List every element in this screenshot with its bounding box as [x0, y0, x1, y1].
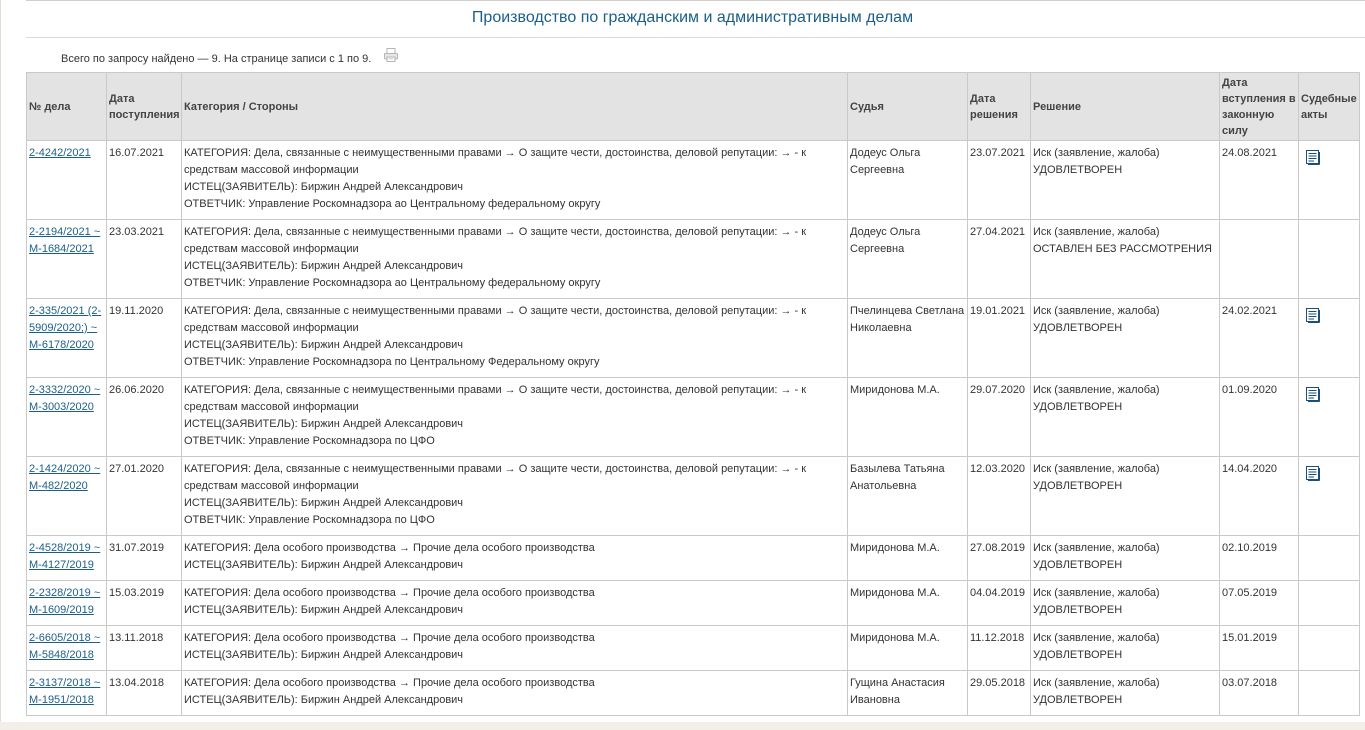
court-acts-cell: [1299, 220, 1360, 299]
received-date: 31.07.2019: [109, 542, 165, 554]
decision-date-cell: [968, 581, 1031, 626]
received-date: 23.03.2021: [109, 226, 165, 238]
table-row: [27, 220, 1360, 299]
print-icon[interactable]: [383, 47, 399, 63]
court-acts-cell: [1299, 536, 1360, 581]
received-date: 26.06.2020: [109, 384, 165, 396]
received-date: 19.11.2020: [109, 305, 164, 317]
received-date: 27.01.2020: [109, 463, 165, 475]
decision-text: Иск (заявление, жалоба) УДОВЛЕТВОРЕН: [1033, 305, 1160, 334]
received-date-cell: [107, 457, 182, 536]
decision-date-cell: [968, 299, 1031, 378]
court-acts-cell: [1299, 671, 1360, 716]
judge-cell: [848, 378, 968, 457]
category-text: КАТЕГОРИЯ: Дела, связанные с неимущественными правами → О защите чести, достоинства, деловой репутации: → - к средствам массовой информации: [184, 463, 807, 492]
judge-cell: [848, 671, 968, 716]
effective-date: 14.04.2020: [1222, 463, 1278, 475]
party-text: ОТВЕТЧИК: Управление Роскомнадзора ао Центральному федеральному округу: [184, 198, 601, 210]
cases-table: [26, 72, 1360, 716]
case-number-link[interactable]: 2-2328/2019 ~ М-1609/2019: [29, 587, 101, 616]
party-text: ИСТЕЦ(ЗАЯВИТЕЛЬ): Биржин Андрей Александрович: [184, 604, 464, 616]
table-row: [27, 141, 1360, 220]
column-header-judge[interactable]: Судья: [848, 73, 968, 141]
effective-date-cell: [1220, 299, 1299, 378]
decision-cell: [1031, 457, 1220, 536]
case-number-link[interactable]: 2-3332/2020 ~ М-3003/2020: [29, 384, 101, 413]
court-acts-cell: [1299, 141, 1360, 220]
decision-date: 27.04.2021: [970, 226, 1026, 238]
decision-cell: [1031, 141, 1220, 220]
judge-name: Миридонова М.А.: [850, 587, 940, 599]
party-text: ИСТЕЦ(ЗАЯВИТЕЛЬ): Биржин Андрей Александрович: [184, 339, 464, 351]
effective-date-cell: [1220, 671, 1299, 716]
decision-date-cell: [968, 220, 1031, 299]
judge-cell: [848, 581, 968, 626]
decision-cell: [1031, 220, 1220, 299]
decision-date-cell: [968, 378, 1031, 457]
decision-cell: [1031, 626, 1220, 671]
effective-date-cell: [1220, 536, 1299, 581]
received-date-cell: [107, 581, 182, 626]
case-number-cell: [27, 457, 107, 536]
decision-text: Иск (заявление, жалоба) УДОВЛЕТВОРЕН: [1033, 147, 1160, 176]
received-date: 13.11.2018: [109, 632, 164, 644]
judge-cell: [848, 299, 968, 378]
table-row: [27, 536, 1360, 581]
category-parties-cell: [182, 626, 848, 671]
decision-date-cell: [968, 141, 1031, 220]
decision-date: 23.07.2021: [970, 147, 1026, 159]
case-number-link[interactable]: 2-4528/2019 ~ М-4127/2019: [29, 542, 101, 571]
judge-cell: [848, 141, 968, 220]
category-parties-cell: [182, 220, 848, 299]
received-date-cell: [107, 378, 182, 457]
column-header-case-number[interactable]: № дела: [27, 73, 107, 141]
category-text: КАТЕГОРИЯ: Дела, связанные с неимущественными правами → О защите чести, достоинства, деловой репутации: → - к средствам массовой информации: [184, 384, 807, 413]
received-date: 16.07.2021: [109, 147, 165, 159]
court-acts-cell: [1299, 299, 1360, 378]
decision-text: Иск (заявление, жалоба) УДОВЛЕТВОРЕН: [1033, 463, 1160, 492]
table-row: [27, 457, 1360, 536]
table-row: [27, 581, 1360, 626]
case-number-cell: [27, 626, 107, 671]
top-divider: [26, 0, 1365, 1]
column-header-effective-date[interactable]: Дата вступления в законную силу: [1220, 73, 1299, 141]
case-number-cell: [27, 378, 107, 457]
judge-name: Пчелинцева Светлана Николаевна: [850, 305, 965, 334]
category-parties-cell: [182, 581, 848, 626]
party-text: ИСТЕЦ(ЗАЯВИТЕЛЬ): Биржин Андрей Александрович: [184, 181, 464, 193]
decision-date: 04.04.2019: [970, 587, 1026, 599]
decision-date-cell: [968, 457, 1031, 536]
court-acts-cell: [1299, 581, 1360, 626]
case-number-cell: [27, 536, 107, 581]
category-text: КАТЕГОРИЯ: Дела особого производства → Прочие дела особого производства: [184, 587, 595, 599]
decision-text: Иск (заявление, жалоба) УДОВЛЕТВОРЕН: [1033, 632, 1160, 661]
category-text: КАТЕГОРИЯ: Дела особого производства → Прочие дела особого производства: [184, 677, 595, 689]
decision-date-cell: [968, 671, 1031, 716]
column-header-decision-date[interactable]: Дата решения: [968, 73, 1031, 141]
effective-date: 02.10.2019: [1222, 542, 1278, 554]
decision-date: 29.07.2020: [970, 384, 1026, 396]
effective-date: 01.09.2020: [1222, 384, 1278, 396]
category-text: КАТЕГОРИЯ: Дела особого производства → Прочие дела особого производства: [184, 542, 595, 554]
title-divider: [26, 37, 1365, 38]
court-acts-cell: [1299, 626, 1360, 671]
judge-name: Гущина Анастасия Ивановна: [850, 677, 945, 706]
case-number-link[interactable]: 2-1424/2020 ~ М-482/2020: [29, 463, 101, 492]
case-number-link[interactable]: 2-3137/2018 ~ М-1951/2018: [29, 677, 101, 706]
decision-date: 27.08.2019: [970, 542, 1026, 554]
received-date-cell: [107, 141, 182, 220]
decision-date: 29.05.2018: [970, 677, 1026, 689]
document-icon[interactable]: [1305, 307, 1321, 323]
case-number-cell: [27, 220, 107, 299]
party-text: ИСТЕЦ(ЗАЯВИТЕЛЬ): Биржин Андрей Александрович: [184, 559, 464, 571]
column-header-received-date[interactable]: Дата поступления: [107, 73, 182, 141]
page-title: Производство по гражданским и административным делам: [471, 9, 914, 26]
effective-date-cell: [1220, 220, 1299, 299]
category-parties-cell: [182, 141, 848, 220]
category-text: КАТЕГОРИЯ: Дела, связанные с неимущественными правами → О защите чести, достоинства, деловой репутации: → - к средствам массовой информации: [184, 147, 807, 176]
court-acts-cell: [1299, 378, 1360, 457]
case-number-link[interactable]: 2-6605/2018 ~ М-5848/2018: [29, 632, 101, 661]
decision-cell: [1031, 378, 1220, 457]
judge-name: Миридонова М.А.: [850, 384, 940, 396]
column-header-category-parties[interactable]: Категория / Стороны: [182, 73, 848, 141]
table-row: [27, 378, 1360, 457]
effective-date-cell: [1220, 457, 1299, 536]
judge-cell: [848, 626, 968, 671]
category-text: КАТЕГОРИЯ: Дела, связанные с неимущественными правами → О защите чести, достоинства, деловой репутации: → - к средствам массовой информации: [184, 305, 807, 334]
effective-date-cell: [1220, 626, 1299, 671]
party-text: ИСТЕЦ(ЗАЯВИТЕЛЬ): Биржин Андрей Александрович: [184, 418, 464, 430]
case-number-cell: [27, 581, 107, 626]
party-text: ОТВЕТЧИК: Управление Роскомнадзора ао Центральному федеральному округу: [184, 277, 601, 289]
judge-name: Базылева Татьяна Анатольевна: [850, 463, 945, 492]
received-date-cell: [107, 671, 182, 716]
party-text: ИСТЕЦ(ЗАЯВИТЕЛЬ): Биржин Андрей Александрович: [184, 260, 464, 272]
case-number-link[interactable]: 2-4242/2021: [29, 147, 91, 159]
table-row: [27, 299, 1360, 378]
category-text: КАТЕГОРИЯ: Дела, связанные с неимущественными правами → О защите чести, достоинства, деловой репутации: → - к средствам массовой информации: [184, 226, 807, 255]
case-number-cell: [27, 299, 107, 378]
category-parties-cell: [182, 671, 848, 716]
party-text: ИСТЕЦ(ЗАЯВИТЕЛЬ): Биржин Андрей Александрович: [184, 497, 464, 509]
decision-text: Иск (заявление, жалоба) УДОВЛЕТВОРЕН: [1033, 542, 1160, 571]
table-row: [27, 671, 1360, 716]
decision-date: 11.12.2018: [970, 632, 1025, 644]
decision-text: Иск (заявление, жалоба) УДОВЛЕТВОРЕН: [1033, 677, 1160, 706]
effective-date: 24.08.2021: [1222, 147, 1278, 159]
category-parties-cell: [182, 299, 848, 378]
decision-cell: [1031, 671, 1220, 716]
judge-name: Миридонова М.А.: [850, 542, 940, 554]
decision-date-cell: [968, 536, 1031, 581]
decision-cell: [1031, 536, 1220, 581]
column-header-decision[interactable]: Решение: [1031, 73, 1220, 141]
judge-cell: [848, 220, 968, 299]
party-text: ОТВЕТЧИК: Управление Роскомнадзора по ЦФО: [184, 514, 435, 526]
effective-date: 03.07.2018: [1222, 677, 1278, 689]
decision-cell: [1031, 299, 1220, 378]
party-text: ОТВЕТЧИК: Управление Роскомнадзора по ЦФО: [184, 435, 435, 447]
case-number-link[interactable]: 2-2194/2021 ~ М-1684/2021: [29, 226, 101, 255]
received-date-cell: [107, 626, 182, 671]
judge-cell: [848, 457, 968, 536]
category-text: КАТЕГОРИЯ: Дела особого производства → Прочие дела особого производства: [184, 632, 595, 644]
table-header-row: [27, 73, 1360, 141]
category-parties-cell: [182, 457, 848, 536]
party-text: ИСТЕЦ(ЗАЯВИТЕЛЬ): Биржин Андрей Александрович: [184, 649, 464, 661]
effective-date: 15.01.2019: [1222, 632, 1278, 644]
decision-cell: [1031, 581, 1220, 626]
party-text: ОТВЕТЧИК: Управление Роскомнадзора по Центральному Федеральному округу: [184, 356, 600, 368]
category-parties-cell: [182, 378, 848, 457]
category-parties-cell: [182, 536, 848, 581]
received-date: 13.04.2018: [109, 677, 165, 689]
judge-name: Додеус Ольга Сергеевна: [850, 147, 921, 176]
decision-text: Иск (заявление, жалоба) УДОВЛЕТВОРЕН: [1033, 587, 1160, 616]
received-date-cell: [107, 536, 182, 581]
table-row: [27, 626, 1360, 671]
document-icon[interactable]: [1305, 386, 1321, 402]
effective-date-cell: [1220, 581, 1299, 626]
court-acts-cell: [1299, 457, 1360, 536]
received-date-cell: [107, 299, 182, 378]
case-number-link[interactable]: 2-335/2021 (2-5909/2020;) ~ М-6178/2020: [29, 305, 102, 351]
party-text: ИСТЕЦ(ЗАЯВИТЕЛЬ): Биржин Андрей Александрович: [184, 694, 464, 706]
judge-cell: [848, 536, 968, 581]
decision-date-cell: [968, 626, 1031, 671]
effective-date: 07.05.2019: [1222, 587, 1278, 599]
judge-name: Додеус Ольга Сергеевна: [850, 226, 921, 255]
judge-name: Миридонова М.А.: [850, 632, 940, 644]
decision-date: 12.03.2020: [970, 463, 1026, 475]
case-number-cell: [27, 671, 107, 716]
received-date-cell: [107, 220, 182, 299]
document-icon[interactable]: [1305, 149, 1321, 165]
decision-text: Иск (заявление, жалоба) ОСТАВЛЕН БЕЗ РАССМОТРЕНИЯ: [1033, 226, 1212, 255]
case-number-cell: [27, 141, 107, 220]
decision-text: Иск (заявление, жалоба) УДОВЛЕТВОРЕН: [1033, 384, 1160, 413]
column-header-court-acts[interactable]: Судебные акты: [1299, 73, 1360, 141]
received-date: 15.03.2019: [109, 587, 165, 599]
results-summary: Всего по запросу найдено — 9. На странице записи с 1 по 9.: [61, 53, 372, 65]
effective-date-cell: [1220, 141, 1299, 220]
effective-date-cell: [1220, 378, 1299, 457]
document-icon[interactable]: [1305, 465, 1321, 481]
effective-date: 24.02.2021: [1222, 305, 1278, 317]
decision-date: 19.01.2021: [970, 305, 1026, 317]
